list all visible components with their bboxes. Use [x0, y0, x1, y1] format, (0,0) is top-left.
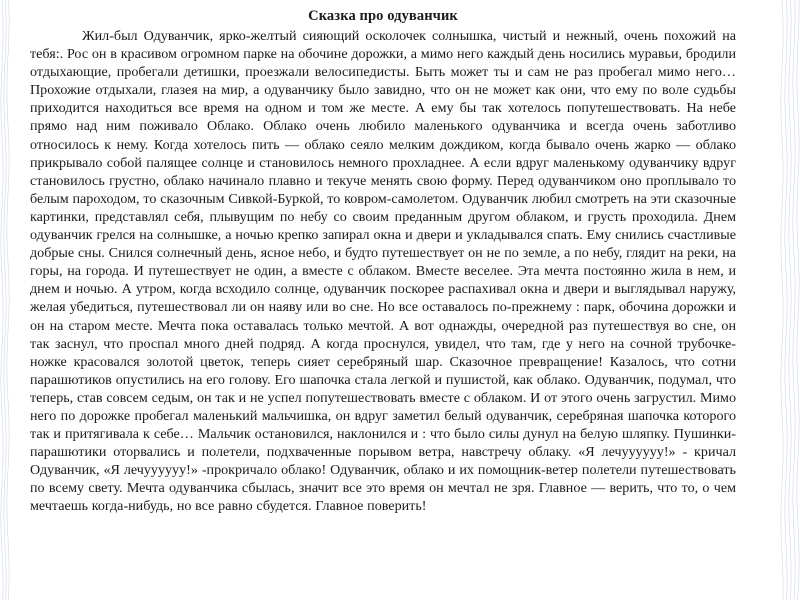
decorative-wave-line [793, 0, 795, 600]
decorative-wave-line [797, 0, 799, 600]
decorative-wave-line [4, 0, 6, 600]
decorative-wave-line [781, 0, 783, 600]
document-body: Жил-был Одуванчик, ярко-желтый сияющий осколочек солнышка, чистый и нежный, очень похожий на тебя:. Рос он в красивом огромном парке на обочине дорожки, а мимо него каждый день носились муравьи, бродили отдыхающие, пробегали детишки, проезжали велосипедисты. Быть может ты и сам не раз пробегал мимо него… Прохожие отдыхали, глазея на мир, а одуванчику было завидно, что он не может как они, что ему по воле судьбы приходится находиться все время на одном и том же месте. А ему бы так хотелось попутешествовать. На небе прямо над ним поживало Облако. Облако очень любило маленького одуванчика и всегда очень заботливо относилось к нему. Когда хотелось пить — облако сеяло мелким дождиком, когда бывало очень жарко — облако прикрывало собой палящее солнце и становилось немного прохладнее. А если вдруг маленькому одуванчику вдруг становилось грустно, облако начинало плавно и текуче менять свою форму. Перед одуванчиком оно проплывало то белым пароходом, то сказочным Сивкой-Буркой, то ковром-самолетом. Одуванчик любил смотреть на эти сказочные картинки, представлял себя, плывущим по небу со своим преданным другом облаком, и грусть проходила. Днем одуванчик грелся на солнышке, а ночью крепко запирал окна и двери и укладывался спать. Ему снились счастливые добрые сны. Снился солнечный день, ясное небо, и будто путешествует он не по земле, а по небу, глядит на реки, на горы, на города. И путешествует не один, а вместе с облаком. Вместе веселее. Эта мечта постоянно жила в нем, и днем и ночью. А утром, когда всходило солнце, одуванчик поскорее распахивал окна и двери и выглядывал наружу, желая убедиться, путешествовал ли он наяву или во сне. Но все оставалось по-прежнему : парк, обочина дорожки и он на старом месте. Мечта пока оставалась только мечтой. А вот однажды, очередной раз путешествуя во сне, он так заснул, что проспал много дней подряд. А когда проснулся, увидел, что там, где у него на сочной трубочке-ножке красовался золотой цветок, теперь сияет серебряный шар. Сказочное превращение! Казалось, что сотни парашютиков опустились на его голову. Его шапочка стала легкой и пушистой, как облако. Одуванчик, подумал, что теперь, став совсем седым, он так и не успел попутешествовать вместе с облаком. И от этого очень загрустил. Мимо него по дорожке пробегал маленький мальчишка, он вдруг заметил белый одуванчик, серебряная шапочка которого так и притягивала к себе… Мальчик остановился, наклонился и : что было силы дунул на белую шляпку. Пушинки-парашютики оторвались и полетели, подхваченные порывом ветра, навстречу облаку. «Я лечуууууу!» - кричал Одуванчик, «Я лечуууууу!» -прокричало облако! Одуванчик, облако и их помощник-ветер полетели путешествовать по всему свету. Мечта одуванчика сбылась, значит все это время он мечтал не зря. Главное — верить, что то, о чем мечтаешь когда-нибудь, но все равно сбудется. Главное поверить! [30, 28, 736, 515]
decorative-wave-line [1, 0, 3, 600]
left-decorative-border [0, 0, 10, 600]
right-decorative-border [780, 0, 800, 600]
decorative-wave-line [789, 0, 791, 600]
decorative-wave-line [785, 0, 787, 600]
decorative-wave-line [7, 0, 9, 600]
document-title: Сказка про одуванчик [308, 8, 458, 24]
document [30, 6, 736, 588]
